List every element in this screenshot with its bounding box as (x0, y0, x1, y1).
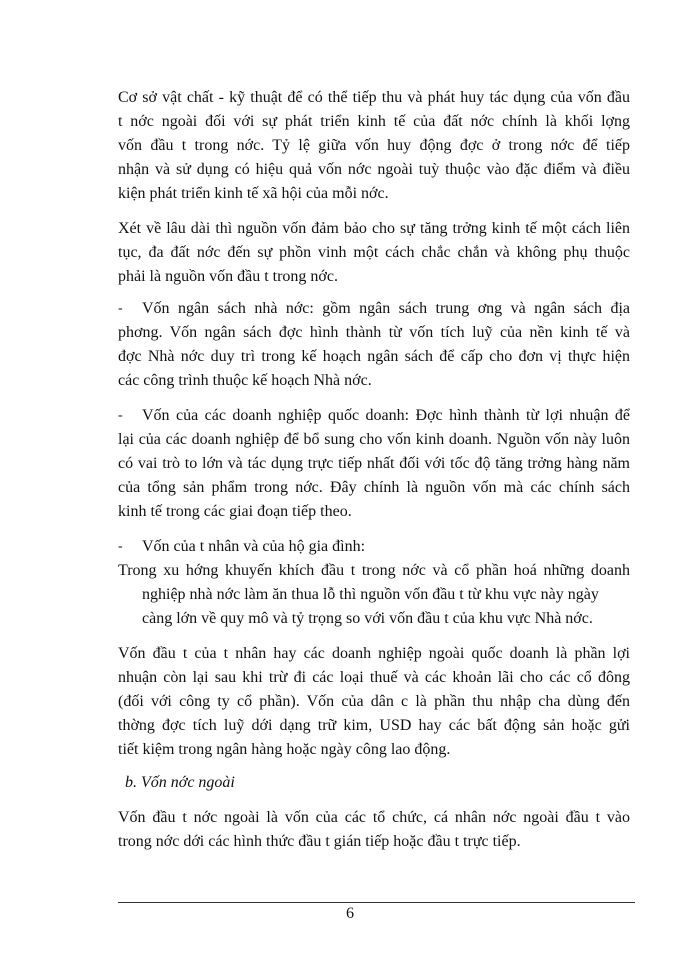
text-line: kiện phát triển kinh tế xã hội của mỗi nớc. (118, 185, 389, 202)
text-line: thờng đợc tích luỹ dới dạng trữ kim, USD hay các bất động sản hoặc gửi (118, 717, 630, 734)
text-line: nhuận còn lại sau khi trừ đi các loại thuế và các khoản lãi cho các cổ đông (118, 669, 630, 686)
text-line: có vai trò to lớn và tác dụng trực tiếp nhất đối với tốc độ tăng trởng hàng năm (118, 455, 630, 472)
text-line: đợc Nhà nớc duy trì trong kế hoạch ngân sách để cấp cho đơn vị thực hiện (118, 348, 630, 365)
text-line: phơng. Vốn ngân sách đợc hình thành từ vốn tích luỹ của nền kinh tế và (118, 324, 630, 341)
text-line: càng lớn về quy mô và tỷ trọng so với vốn đầu t của khu vực Nhà nớc. (142, 610, 593, 627)
text-line: trong nớc dới các hình thức đầu t gián tiếp hoặc đầu t trực tiếp. (118, 833, 521, 850)
text-line: phải là nguồn vốn đầu t trong nớc. (118, 268, 338, 285)
text-line: các công trình thuộc kế hoạch Nhà nớc. (118, 372, 372, 389)
text-line: tục, đa đất nớc đến sự phồn vinh một cách chắc chắn và không phụ thuộc (118, 244, 630, 261)
page-number: 6 (346, 905, 354, 922)
bullet-marker: - (118, 539, 123, 554)
text-line: kinh tế trong các giai đoạn tiếp theo. (118, 503, 352, 520)
text-line: (đối với công ty cổ phần). Vốn của dân c là phần thu nhập cha dùng đến (118, 693, 630, 710)
text-line: vốn đầu t trong nớc. Tỷ lệ giữa vốn huy động đợc ở trong nớc để tiếp (118, 137, 630, 154)
text-line: lại của các doanh nghiệp để bổ sung cho vốn kinh doanh. Nguồn vốn này luôn (118, 431, 630, 448)
text-line: Cơ sở vật chất - kỹ thuật để có thể tiếp thu và phát huy tác dụng của vốn đầu (118, 89, 630, 106)
text-line: t nớc ngoài đối với sự phát triển kinh tế của đất nớc chính là khối lợng (118, 113, 630, 130)
text-line: Vốn ngân sách nhà nớc: gồm ngân sách trung ơng và ngân sách địa (142, 300, 630, 317)
text-line: Vốn đầu t nớc ngoài là vốn của các tổ chức, cá nhân nớc ngoài đầu t vào (118, 809, 630, 826)
text-line: Vốn của t nhân và của hộ gia đình: (142, 538, 366, 555)
section-heading: b. Vốn nớc ngoài (125, 774, 235, 791)
text-line: Vốn đầu t của t nhân hay các doanh nghiệp ngoài quốc doanh là phần lợi (118, 645, 630, 662)
bullet-marker: - (118, 301, 123, 316)
text-line: Trong xu hớng khuyến khích đầu t trong nớc và cổ phần hoá những doanh (118, 562, 630, 579)
text-line: nghiệp nhà nớc làm ăn thua lỗ thì nguồn vốn đầu t từ khu vực này ngày (142, 586, 599, 603)
bullet-marker: - (118, 408, 123, 423)
text-line: tiết kiệm trong ngân hàng hoặc ngày công lao động. (118, 741, 451, 758)
text-line: Vốn của các doanh nghiệp quốc doanh: Đợc hình thành từ lợi nhuận để (142, 407, 630, 424)
text-line: của tổng sản phẩm trong nớc. Đây chính là nguồn vốn mà các chính sách (118, 479, 630, 496)
text-line: Xét về lâu dài thì nguồn vốn đảm bảo cho sự tăng trởng kinh tế một cách liên (118, 220, 630, 237)
text-line: nhận và sử dụng có hiệu quả vốn nớc ngoài tuỳ thuộc vào đặc điểm và điều (118, 161, 630, 178)
